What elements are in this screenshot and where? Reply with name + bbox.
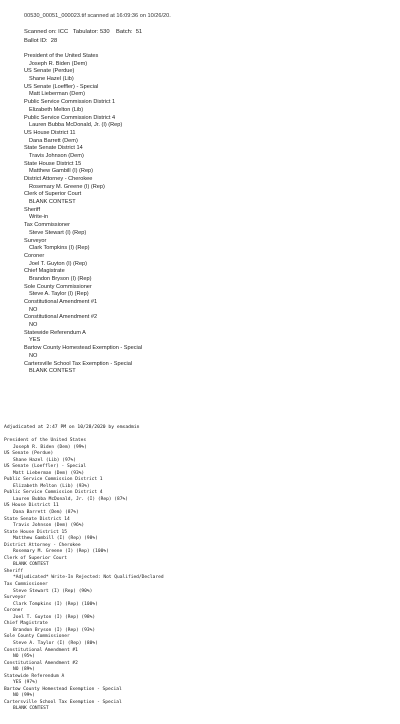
contest-title: US House District 11 [4,503,59,509]
contest-title: State Senate District 14 [24,145,83,152]
contest-selection: Steve Stewart (I) (Rep) [29,229,87,236]
contest-selection: Matthew Gambill (I) (Rep) (98%) [13,536,98,542]
contest-title: Bartow County Homestead Exemption - Special [4,686,122,692]
contest-selection: NO [29,322,38,329]
contest-title: State House District 15 [24,160,82,167]
contest-selection: Shane Hazel (Lib) [29,76,74,83]
contest-selection: NO (95%) [13,654,35,660]
scan-metadata [24,28,142,45]
contest-title: Constitutional Amendment #2 [24,314,98,321]
contest-title: Public Service Commission District 4 [24,114,116,121]
contest-title: State House District 15 [4,529,67,535]
contest-title: US House District 11 [24,129,76,136]
contest-title: Cartersville School Tax Exemption - Special [4,699,122,705]
contest-selection: Steve Stewart (I) (Rep) (90%) [13,588,93,594]
adjudicated-selections-list [4,438,164,713]
adjudication-heading: Adjudicated at 2:47 PM on 10/28/2020 by emsadmin [4,425,140,430]
contest-title: Tax Commissioner [4,582,48,588]
contest-title: State Senate District 14 [4,516,70,522]
contest-selection: Clark Tompkins (I) (Rep) [29,245,90,252]
contest-selection: NO (89%) [13,667,35,673]
contest-title: Bartow County Homestead Exemption - Special [24,345,143,352]
contest-selection: Travis Johnson (Dem) (96%) [13,523,85,529]
contest-selection: Shane Hazel (Lib) (97%) [13,457,76,463]
scanned-selections-list [24,53,142,376]
contest-title: Sheriff [4,568,24,574]
contest-title: President of the United States [4,438,87,443]
contest-title: Public Service Commission District 1 [24,99,116,106]
contest-title: Statewide Referendum A [4,673,65,679]
contest-title: Constitutional Amendment #1 [24,299,98,305]
contest-selection: Travis Johnson (Dem) [29,152,84,159]
contest-selection: Elizabeth Melton (Lib) (93%) [13,483,90,489]
contest-title: Clerk of Superior Court [4,555,67,561]
contest-title: Sole County Commissioner [4,634,70,640]
contest-selection: BLANK CONTEST [13,562,49,568]
contest-selection: Elizabeth Melton (Lib) [29,106,84,113]
contest-title: US Senate (Loeffler) - Special [4,464,87,470]
contest-title: Public Service Commission District 4 [4,490,103,496]
contest-title: Tax Commissioner [24,222,71,229]
contest-title: Surveyor [4,595,26,601]
contest-title: US Senate (Perdue) [24,68,75,75]
contest-selection: Brandon Bryson (I) (Rep) [29,275,92,282]
contest-title: Surveyor [24,237,47,244]
contest-selection: Matthew Gambill (I) (Rep) [29,168,94,175]
contest-title: District Attorney - Cherokee [24,176,93,182]
contest-selection: BLANK CONTEST [29,368,76,375]
contest-title: Chief Magistrate [4,621,48,627]
scan-file-header: 00530_00051_000023.tif scanned at 16:09:36 on 10/26/20. [24,13,171,19]
contest-selection: Lauren Bubba McDonald, Jr. (I) (Rep) [29,122,123,129]
contest-selection: NO [29,306,38,313]
scanner-info: Scanned on: ICC Tabulator: 530 Batch: 51 [24,29,143,35]
contest-title: Public Service Commission District 1 [4,477,103,483]
contest-selection: NO [29,352,38,359]
contest-title: Constitutional Amendment #1 [4,647,78,653]
contest-selection: *Adjudicated* Write-In Rejected: Not Qualified/Declared [13,575,164,581]
contest-title: Sheriff [24,206,41,213]
contest-selection: BLANK CONTEST [29,199,76,206]
ballot-id: Ballot ID: 28 [24,37,58,44]
contest-selection: Dana Barrett (Dem) (87%) [13,510,79,516]
contest-selection: Joseph R. Biden (Dem) (99%) [13,444,87,450]
contest-selection: Joseph R. Biden (Dem) [29,60,88,67]
contest-title: Constitutional Amendment #2 [4,660,78,666]
contest-selection: NO (99%) [13,693,35,699]
contest-title: Chief Magistrate [24,268,65,275]
contest-selection: Rosemary M. Greene (I) (Rep) (100%) [13,549,109,555]
contest-selection: Steve A. Taylor (I) (Rep) [29,291,89,298]
contest-title: Coroner [4,608,24,614]
contest-selection: Matt Lieberman (Dem) [29,91,85,98]
contest-selection: YES [29,337,41,344]
contest-selection: Lauren Bubba McDonald, Jr. (I) (Rep) (87%) [13,496,128,502]
contest-selection: BLANK CONTEST [13,706,49,712]
contest-title: President of the United States [24,53,99,59]
contest-title: Sole County Commissioner [24,283,92,290]
contest-selection: Joel T. Guyton (I) (Rep) (98%) [13,614,96,620]
contest-selection: Brandon Bryson (I) (Rep) (93%) [13,627,96,633]
contest-selection: Write-in [29,214,49,221]
contest-title: US Senate (Loeffler) - Special [24,83,99,90]
contest-title: Clerk of Superior Court [24,191,82,198]
contest-title: US Senate (Perdue) [4,451,54,457]
contest-selection: Joel T. Guyton (I) (Rep) [29,260,88,267]
contest-selection: Steve A. Taylor (I) (Rep) (80%) [13,640,98,646]
contest-selection: Rosemary M. Greene (I) (Rep) [29,183,105,190]
contest-selection: YES (97%) [13,680,38,686]
contest-selection: Dana Barrett (Dem) [29,137,78,144]
contest-selection: Clark Tompkins (I) (Rep) (100%) [13,601,98,607]
contest-title: Cartersville School Tax Exemption - Special [24,360,133,367]
contest-title: District Attorney - Cherokee [4,542,81,548]
contest-title: Coroner [24,252,45,259]
contest-selection: Matt Lieberman (Dem) (93%) [13,470,85,476]
contest-title: Statewide Referendum A [24,329,86,336]
